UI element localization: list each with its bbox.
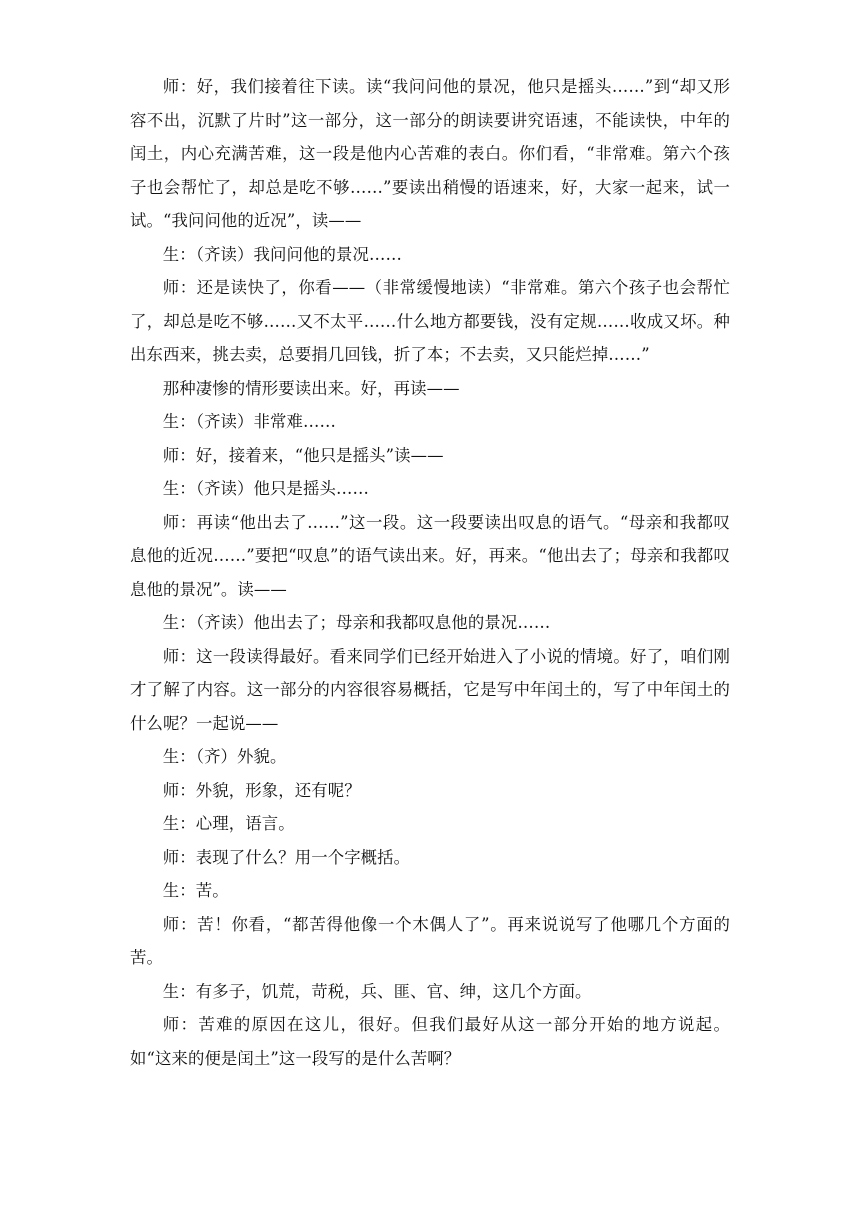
paragraph: 生：（齐读）他出去了；母亲和我都叹息他的景况…… bbox=[162, 613, 551, 632]
document-page bbox=[130, 70, 730, 1075]
paragraph: 生：（齐读）非常难…… bbox=[162, 412, 336, 431]
paragraph: 师：表现了什么？用一个字概括。 bbox=[162, 847, 411, 867]
paragraph: 师：好，我们接着往下读。读“我问问他的景况，他只是摇头……”到“却又形容不出，沉默了片时”这一部分，这一部分的朗读要讲究语速，不能读快，中年的闰土，内心充满苦难，这一段是他内心苦难的表白。你们看，“非常难。第六个孩子也会帮忙了，却总是吃不够……”要读出稍慢的语速来，好，大家一起来，试一试。“我问问他的近况”，读—— bbox=[130, 77, 730, 230]
paragraph: 师：好，接着来，“他只是摇头”读—— bbox=[162, 445, 444, 465]
paragraph: 生：（齐读）他只是摇头…… bbox=[162, 479, 369, 498]
paragraph: 生：（齐读）我问问他的景况…… bbox=[162, 244, 402, 264]
paragraph: 生：有多子，饥荒，苛税，兵、匪、官、绅，这几个方面。 bbox=[162, 981, 592, 1001]
paragraph: 师：苦！你看，“都苦得他像一个木偶人了”。再来说说写了他哪几个方面的苦。 bbox=[130, 914, 730, 967]
paragraph: 师：再读“他出去了……”这一段。这一段要读出叹息的语气。“母亲和我都叹息他的近况……”要把“叹息”的语气读出来。好，再来。“他出去了；母亲和我都叹息他的景况”。读—— bbox=[130, 512, 730, 599]
paragraph: 师：这一段读得最好。看来同学们已经开始进入了小说的情境。好了，咱们刚才了解了内容。这一部分的内容很容易概括，它是写中年闰土的，写了中年闰土的什么呢？一起说—— bbox=[130, 646, 730, 733]
paragraph: 生：（齐）外貌。 bbox=[162, 747, 287, 766]
paragraph: 那种凄惨的情形要读出来。好，再读—— bbox=[162, 378, 460, 398]
paragraph: 师：还是读快了，你看——（非常缓慢地读）“非常难。第六个孩子也会帮忙了，却总是吃不够……又不太平……什么地方都要钱，没有定规……收成又坏。种出东西来，挑去卖，总要捐几回钱，折了本；不去卖，又只能烂掉……” bbox=[130, 278, 730, 364]
paragraph: 生：苦。 bbox=[162, 881, 229, 900]
paragraph: 师：苦难的原因在这儿，很好。但我们最好从这一部分开始的地方说起。如“这来的便是闰土”这一段写的是什么苦啊？ bbox=[130, 1015, 730, 1068]
paragraph: 师：外貌，形象，还有呢？ bbox=[162, 780, 361, 800]
paragraph: 生：心理，语言。 bbox=[162, 814, 295, 833]
